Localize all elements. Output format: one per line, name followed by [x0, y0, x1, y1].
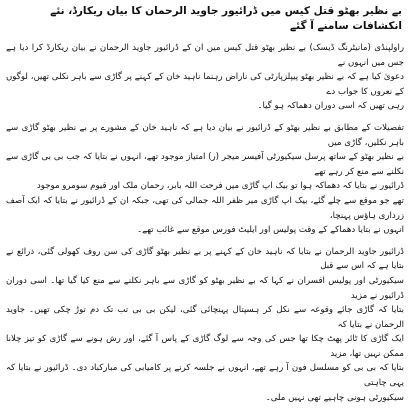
paragraph-line: رہی تھیں کہ اسی دوران دھماکہ ہو گیا۔	[257, 101, 404, 112]
article-headline: بے نظیر بھٹو قتل کیس میں ڈرائیور جاوید الرحمان کا بیان ریکارڈ، نئے انکشافات سامنے آ گئے	[50, 5, 402, 32]
news-article	[6, 0, 404, 405]
paragraph-line: بتایا کہ گاڑی جائے وقوعہ سے نکل کر ہسپتال پہنچائی گئی، لیکن بی بی تب تک دم توڑ چکی تھیں۔ جاوید الرحمان نے بتایا کہ	[6, 305, 404, 330]
paragraph-line: ڈرائیور نے بتایا کہ دھماکہ ہوا تو بیک اپ گاڑی میں فرحت اللہ بابر، رحمان ملک اور قیوم سومرو موجود	[36, 181, 404, 192]
article-paragraph-2	[6, 121, 404, 238]
paragraph-line: سیکیورٹی ہونی چاہیے تھی نہیں ملی۔	[265, 392, 404, 403]
paragraph-line: تفصیلات کے مطابق بے نظیر بھٹو کے ڈرائیور نے بیان دیا ہے کہ ناہید خان کے مشورے پر بے نظیر بھٹو گاڑی سے باہر نکلیں، گاڑی میں	[6, 122, 404, 148]
paragraph-line: بتایا کہ بی بی کو مسلسل فون آ رہے تھے، انہوں نے جلسہ کرنے پر کامیابی کی مبارکباد دی۔ ڈرائیور نے بتایا کہ یہی چاہتی	[6, 363, 404, 389]
paragraph-line: دعویٰ کیا ہے کہ بے نظیر بھٹو پیپلزپارٹی کی ناراض رہنما ناہید خان کے کہنے پر گاڑی سے باہر نکلی تھیں، لوگوں کے نعروں کا جواب دے	[6, 72, 404, 97]
article-paragraph-3	[6, 245, 404, 406]
paragraph-line: بے نظیر بھٹو کے ساتھ پرسل سیکیورٹی آفیسر میجر (ر) امتیاز موجود تھے، انہوں نے بتایا کہ جب بی بی گاڑی سے نکلنے سے منع کر رہے تھے	[6, 152, 404, 177]
paragraph-line: تھے جو موقع سے چلے گئے، بیک اپ گاڑی میر ظفر اللہ جمالی کی تھی، جبکہ ان کے ڈرائیور نے بتایا کہ ایک آصف زرداری ہاؤس پہنچا،	[6, 195, 404, 221]
paragraph-line: راولپنڈی (مانیٹرنگ ڈیسک) بے نظیر بھٹو قتل کیس میں ان کے ڈرائیور جاوید الرحمان نے بیان ریکارڈ کرا دیا ہے جس میں انہوں نے	[6, 43, 404, 68]
paragraph-line: سیکیورٹی اور پولیس افسران نے کہا کہ بے نظیر بھٹو کو گاڑی سے باہر نکلنے سے منع کیا گیا تھا۔ اسی دوران ڈرائیور نے مزید	[6, 275, 404, 301]
article-paragraph-1	[6, 41, 404, 114]
paragraph-line: ڈرائیور جاوید الرحمان نے بتایا کہ ناہید خان کے کہنے پر بے نظیر بھٹو گاڑی کی سن روف کھولی گئی، ذرائع نے بتایا ہے کہ اس سے قبل	[6, 246, 404, 272]
paragraph-line: ایک گاڑی کا ٹائر پھٹ چکا تھا جس کی وجہ سے لوگ گاڑی کے پاس آ گئے، اور رش ہونے سے گاڑی کو تیز چلانا ممکن نہیں تھا، مزید	[6, 334, 404, 359]
paragraph-line: انہوں نے بتایا دھماکے کے وقت پولیس اور ایلیٹ فورس موقع سے غائب تھے۔	[137, 225, 404, 236]
